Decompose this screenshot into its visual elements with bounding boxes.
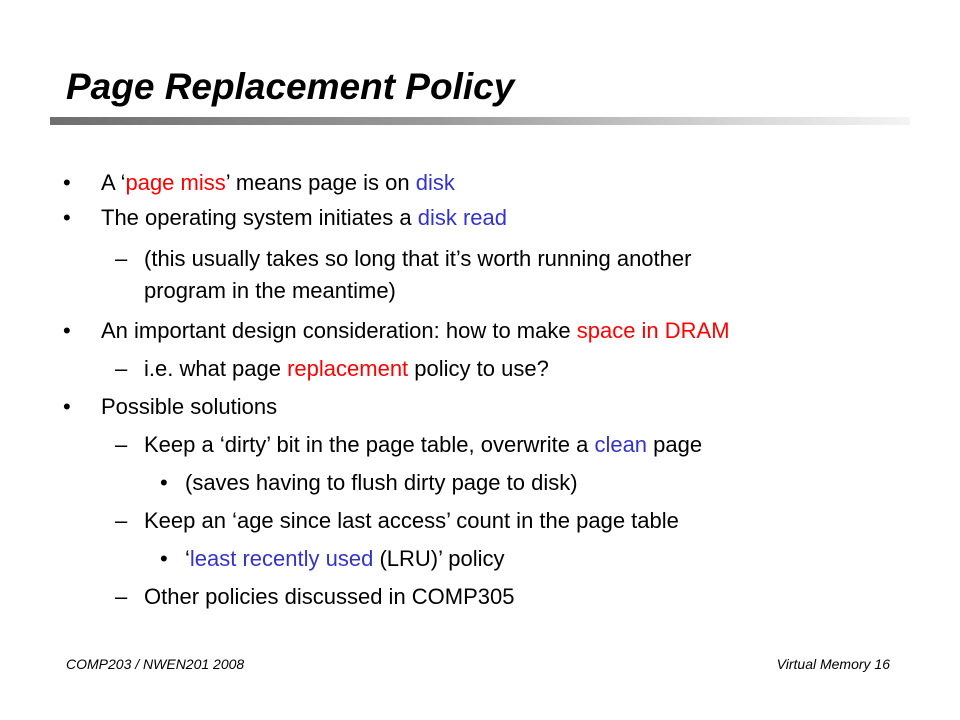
bullet-marker: •: [63, 205, 71, 230]
bullet-text: i.e. what page replacement policy to use?: [144, 356, 549, 381]
sub-sub-bullet-item: [160, 546, 505, 572]
footer-page-label: Virtual Memory 16: [776, 656, 890, 672]
bullet-text: Other policies discussed in COMP305: [144, 584, 515, 609]
sub-sub-bullet-item: [160, 470, 578, 496]
dash-marker: –: [115, 584, 128, 609]
dash-marker: –: [115, 508, 128, 533]
bullet-text: ‘least recently used (LRU)’ policy: [185, 546, 505, 571]
dash-marker: –: [115, 356, 128, 381]
bullet-text: Keep an ‘age since last access’ count in the page table: [144, 508, 679, 533]
dash-marker: –: [115, 432, 128, 457]
title-underline: [50, 117, 910, 125]
bullet-marker: •: [63, 318, 71, 343]
bullet-text: (this usually takes so long that it’s worth running another: [144, 246, 692, 271]
bullet-continuation: program in the meantime): [144, 278, 396, 303]
bullet-text: (saves having to flush dirty page to disk): [185, 470, 578, 495]
bullet-item: [63, 394, 278, 420]
bullet-text: A ‘page miss’ means page is on disk: [101, 170, 455, 195]
bullet-text: An important design consideration: how to make space in DRAM: [101, 318, 730, 343]
bullet-marker: •: [160, 470, 168, 495]
bullet-text: The operating system initiates a disk read: [101, 205, 507, 230]
bullet-item: [63, 170, 455, 196]
sub-bullet-item: [115, 508, 679, 534]
bullet-item: [63, 318, 730, 344]
sub-bullet-item: [115, 356, 549, 382]
sub-bullet-item: [115, 246, 692, 272]
bullet-marker: •: [63, 394, 71, 419]
bullet-marker: •: [160, 546, 168, 571]
sub-bullet-item: [115, 584, 515, 610]
bullet-text: Keep a ‘dirty’ bit in the page table, overwrite a clean page: [144, 432, 703, 457]
bullet-text: Possible solutions: [101, 394, 278, 419]
footer-course: COMP203 / NWEN201 2008: [66, 656, 245, 672]
sub-bullet-item: [115, 432, 703, 458]
bullet-marker: •: [63, 170, 71, 195]
slide-title: Page Replacement Policy: [66, 66, 515, 107]
dash-marker: –: [115, 246, 128, 271]
bullet-item: [63, 205, 507, 231]
